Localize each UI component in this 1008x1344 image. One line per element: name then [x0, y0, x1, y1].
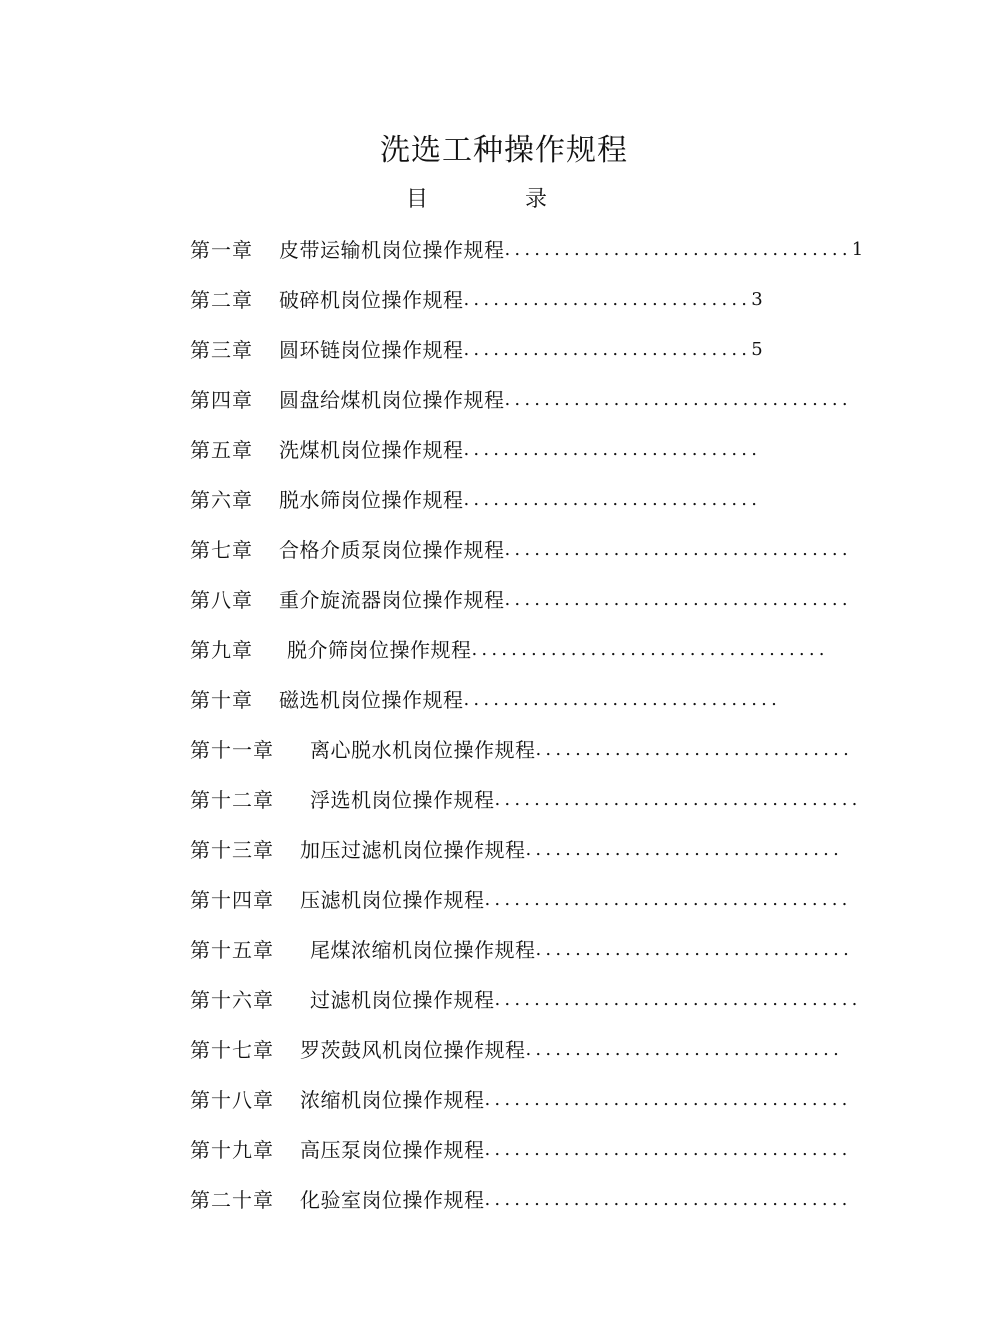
toc-entry-title: 重介旋流器岗位操作规程 — [279, 588, 505, 612]
toc-entry-title: 罗茨鼓风机岗位操作规程 — [300, 1038, 526, 1062]
toc-leader-dots: ............................. — [463, 289, 752, 310]
toc-entry[interactable] — [190, 1080, 852, 1130]
toc-entry-title: 离心脱水机岗位操作规程 — [310, 738, 536, 762]
toc-entry-title: 圆盘给煤机岗位操作规程 — [279, 388, 505, 412]
toc-heading-left: 目 — [406, 187, 429, 212]
toc-entry[interactable] — [190, 830, 843, 880]
toc-entry-chapter: 第一章 — [190, 238, 253, 262]
toc-entry-chapter: 第十六章 — [190, 988, 274, 1012]
toc-entry[interactable] — [190, 980, 862, 1030]
toc-entry-chapter: 第三章 — [190, 338, 253, 362]
toc-entry[interactable] — [190, 280, 810, 330]
toc-entry-chapter: 第五章 — [190, 438, 253, 462]
toc-leader-dots: ................................ — [525, 839, 843, 860]
toc-leader-dots: ................................ — [525, 1039, 843, 1060]
toc-entry[interactable] — [190, 480, 810, 530]
toc-entry-title: 洗煤机岗位操作规程 — [279, 438, 464, 462]
toc-leader-dots: ..................................... — [484, 1139, 852, 1160]
toc-leader-dots: ..................................... — [484, 889, 852, 910]
toc-leader-dots: ............................. — [463, 339, 752, 360]
toc-entry-chapter: 第十九章 — [190, 1138, 274, 1162]
toc-entry-title: 尾煤浓缩机岗位操作规程 — [310, 938, 536, 962]
toc-entry-chapter: 第六章 — [190, 488, 253, 512]
toc-entry-chapter: 第十八章 — [190, 1088, 274, 1112]
toc-leader-dots: ................................... — [504, 389, 852, 410]
toc-entry-title: 压滤机岗位操作规程 — [300, 888, 485, 912]
toc-entry[interactable] — [190, 880, 852, 930]
toc-entry[interactable] — [190, 730, 853, 780]
toc-leader-dots: ..................................... — [494, 789, 862, 810]
toc-entry-title: 圆环链岗位操作规程 — [279, 338, 464, 362]
toc-entry[interactable] — [190, 580, 852, 630]
toc-leader-dots: ................................... — [504, 239, 852, 260]
page-title: 洗选工种操作规程 — [380, 133, 628, 168]
toc-entry-page-number: 3 — [751, 289, 763, 310]
toc-entry-title: 浮选机岗位操作规程 — [310, 788, 495, 812]
toc-entry[interactable] — [190, 230, 864, 280]
toc-heading-right: 录 — [525, 187, 548, 212]
toc-entry[interactable] — [190, 680, 810, 730]
toc-entry-chapter: 第十七章 — [190, 1038, 274, 1062]
toc-leader-dots: ................................... — [504, 589, 852, 610]
toc-entry[interactable] — [190, 1030, 843, 1080]
toc-entry-chapter: 第二章 — [190, 288, 253, 312]
toc-leader-dots: .................................... — [471, 639, 829, 660]
toc-entry-chapter: 第九章 — [190, 638, 253, 662]
toc-entry-chapter: 第八章 — [190, 588, 253, 612]
toc-leader-dots: ................................... — [504, 539, 852, 560]
toc-entry-title: 浓缩机岗位操作规程 — [300, 1088, 485, 1112]
toc-entry-chapter: 第十五章 — [190, 938, 274, 962]
toc-entry-page-number: 1 — [851, 239, 864, 260]
toc-entry-title: 脱水筛岗位操作规程 — [279, 488, 464, 512]
toc-entry[interactable] — [190, 1130, 852, 1180]
toc-entry[interactable] — [190, 380, 852, 430]
toc-leader-dots: .............................. — [463, 489, 762, 510]
toc-entry[interactable] — [190, 530, 852, 580]
toc-entry-title: 加压过滤机岗位操作规程 — [300, 838, 526, 862]
toc-entry-chapter: 第十三章 — [190, 838, 274, 862]
toc-leader-dots: ................................ — [535, 939, 853, 960]
toc-entry-title: 破碎机岗位操作规程 — [279, 288, 464, 312]
toc-entry-chapter: 第七章 — [190, 538, 253, 562]
toc-entry-chapter: 第十章 — [190, 688, 253, 712]
toc-entry-title: 磁选机岗位操作规程 — [279, 688, 464, 712]
toc-entry-chapter: 第十二章 — [190, 788, 274, 812]
toc-entry-chapter: 第十四章 — [190, 888, 274, 912]
toc-entry-chapter: 第四章 — [190, 388, 253, 412]
toc-entry[interactable] — [190, 430, 810, 480]
toc-entry[interactable] — [190, 930, 853, 980]
toc-entry-title: 高压泵岗位操作规程 — [300, 1138, 485, 1162]
toc-entry-title: 脱介筛岗位操作规程 — [287, 638, 472, 662]
toc-entry-page-number: 5 — [751, 339, 763, 360]
toc-entry-chapter: 第十一章 — [190, 738, 274, 762]
toc-entry[interactable] — [190, 630, 829, 680]
toc-entry-title: 皮带运输机岗位操作规程 — [279, 238, 505, 262]
toc-leader-dots: ................................ — [535, 739, 853, 760]
table-of-contents — [190, 230, 864, 1230]
toc-leader-dots: ................................ — [463, 689, 781, 710]
toc-entry-chapter: 第二十章 — [190, 1188, 274, 1212]
toc-entry[interactable] — [190, 330, 810, 380]
toc-entry-title: 合格介质泵岗位操作规程 — [279, 538, 505, 562]
toc-entry-title: 过滤机岗位操作规程 — [310, 988, 495, 1012]
toc-leader-dots: ..................................... — [484, 1089, 852, 1110]
toc-entry[interactable] — [190, 1180, 852, 1230]
toc-leader-dots: ..................................... — [494, 989, 862, 1010]
toc-entry-title: 化验室岗位操作规程 — [300, 1188, 485, 1212]
toc-entry[interactable] — [190, 780, 862, 830]
toc-leader-dots: .............................. — [463, 439, 762, 460]
toc-leader-dots: ..................................... — [484, 1189, 852, 1210]
